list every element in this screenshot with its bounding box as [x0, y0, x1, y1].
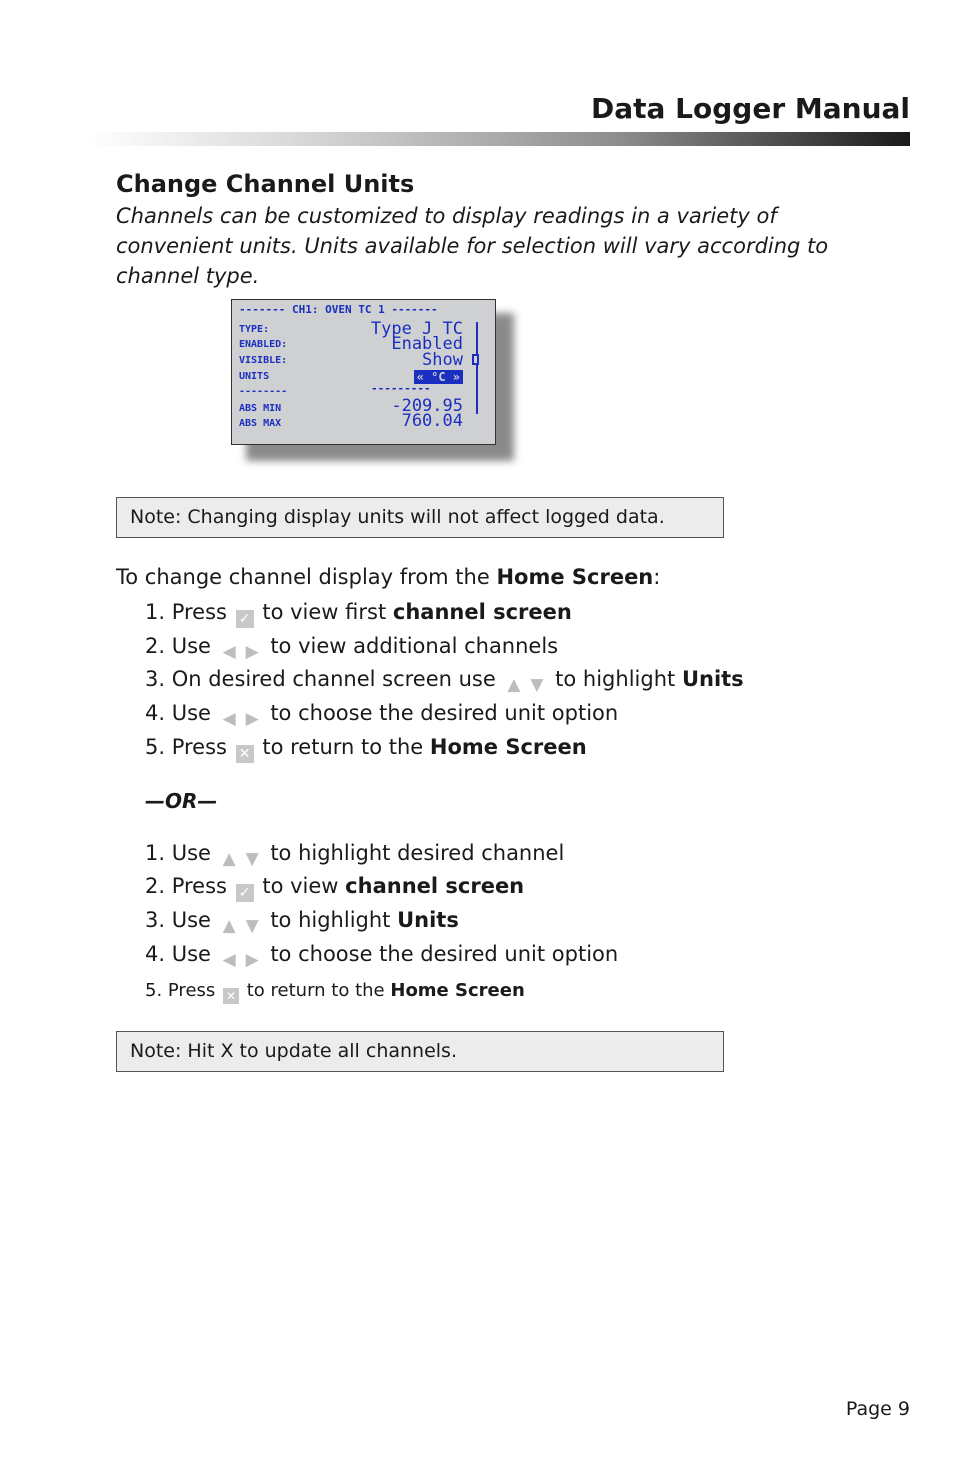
- left-arrow-key-icon: ◀: [222, 642, 236, 662]
- left-arrow-key-icon: ◀: [222, 709, 236, 729]
- lead-bold: Home Screen: [496, 565, 654, 589]
- lcd-label-type: TYPE:: [239, 324, 270, 335]
- step-bold: Home Screen: [429, 735, 587, 759]
- right-arrow-key-icon: ▶: [245, 709, 259, 729]
- step-bold: Home Screen: [390, 980, 525, 1001]
- lcd-label-divider: --------: [239, 386, 288, 397]
- down-arrow-key-icon: ▼: [245, 849, 259, 869]
- step-text: 2. Press: [145, 874, 227, 898]
- step-1-4: [145, 701, 618, 729]
- step-text: to highlight desired channel: [270, 841, 565, 865]
- lcd-visible-value: Show: [422, 350, 463, 370]
- step-bold: Units: [397, 908, 459, 932]
- step-text: 4. Use: [145, 701, 211, 725]
- right-arrow-key-icon: ▶: [245, 642, 259, 662]
- lcd-label-abs-max: ABS MAX: [239, 418, 282, 429]
- check-key-icon: ✓: [236, 610, 254, 628]
- step-1-5: [145, 735, 587, 763]
- section-intro: Channels can be customized to display readings in a variety of convenient units. Units available for selection will vary according to channel type.: [116, 204, 829, 288]
- left-arrow-key-icon: ◀: [222, 950, 236, 970]
- lcd-abs-max-value: 760.04: [401, 411, 463, 431]
- lcd-label-units: UNITS: [239, 371, 270, 382]
- step-text: 2. Use: [145, 634, 211, 658]
- manual-title: Data Logger Manual: [591, 92, 910, 125]
- lcd-channel-screen: [231, 299, 496, 445]
- step-text: to choose the desired unit option: [270, 701, 619, 725]
- step-text: 1. Press: [145, 600, 227, 624]
- lcd-units-value-selected: « °C »: [414, 370, 463, 384]
- section-title: Change Channel Units: [116, 170, 415, 198]
- x-key-icon: ✕: [236, 745, 254, 763]
- procedure-lead: [116, 565, 660, 589]
- step-text: to highlight: [270, 908, 391, 932]
- lcd-label-visible: VISIBLE:: [239, 355, 288, 366]
- step-text: to return to the: [246, 980, 385, 1001]
- up-arrow-key-icon: ▲: [222, 916, 236, 936]
- step-text: 4. Use: [145, 942, 211, 966]
- step-text: 5. Press: [145, 735, 227, 759]
- lcd-abs-min-value: -209.95: [391, 396, 463, 416]
- lead-text: To change channel display from the: [116, 565, 490, 589]
- page-number: Page 9: [845, 1398, 910, 1420]
- lcd-enabled-value: Enabled: [391, 334, 463, 354]
- up-arrow-key-icon: ▲: [507, 675, 521, 695]
- step-text: 3. Use: [145, 908, 211, 932]
- down-arrow-key-icon: ▼: [530, 675, 544, 695]
- step-bold: channel screen: [345, 874, 525, 898]
- step-2-2: [145, 874, 524, 902]
- step-text: to return to the: [262, 735, 424, 759]
- check-key-icon: ✓: [236, 884, 254, 902]
- note-box-update-channels: Note: Hit X to update all channels.: [116, 1031, 724, 1072]
- step-1-3: [145, 667, 744, 695]
- header-gradient-bar: [88, 132, 910, 146]
- step-text: to view: [262, 874, 339, 898]
- step-2-4: [145, 942, 618, 970]
- step-text: to view additional channels: [270, 634, 559, 658]
- step-text: 1. Use: [145, 841, 211, 865]
- step-text: to choose the desired unit option: [270, 942, 619, 966]
- note-box-display-units: Note: Changing display units will not affect logged data.: [116, 497, 724, 538]
- step-text: 3. On desired channel screen use: [145, 667, 496, 691]
- step-1-2: [145, 634, 558, 662]
- x-key-icon: ✕: [223, 988, 239, 1004]
- step-bold: channel screen: [392, 600, 572, 624]
- right-arrow-key-icon: ▶: [245, 950, 259, 970]
- step-bold: Units: [681, 667, 744, 691]
- step-text: to highlight: [555, 667, 676, 691]
- down-arrow-key-icon: ▼: [245, 916, 259, 936]
- lcd-divider: ---------: [371, 382, 431, 395]
- lcd-type-value: Type J TC: [370, 319, 463, 339]
- lcd-label-enabled: ENABLED:: [239, 339, 288, 350]
- step-2-1: [145, 841, 564, 869]
- lcd-label-abs-min: ABS MIN: [239, 403, 282, 414]
- step-text: 5. Press: [145, 980, 216, 1001]
- lcd-scrollbar: [476, 322, 478, 414]
- lead-end: :: [653, 565, 661, 589]
- step-text: to view first: [262, 600, 387, 624]
- step-2-5: [145, 980, 525, 1004]
- or-separator: —OR—: [145, 789, 218, 813]
- lcd-title: ------- CH1: OVEN TC 1 -------: [239, 303, 438, 316]
- step-2-3: [145, 908, 459, 936]
- up-arrow-key-icon: ▲: [222, 849, 236, 869]
- step-1-1: [145, 600, 572, 628]
- lcd-scrollbar-thumb: [472, 354, 479, 365]
